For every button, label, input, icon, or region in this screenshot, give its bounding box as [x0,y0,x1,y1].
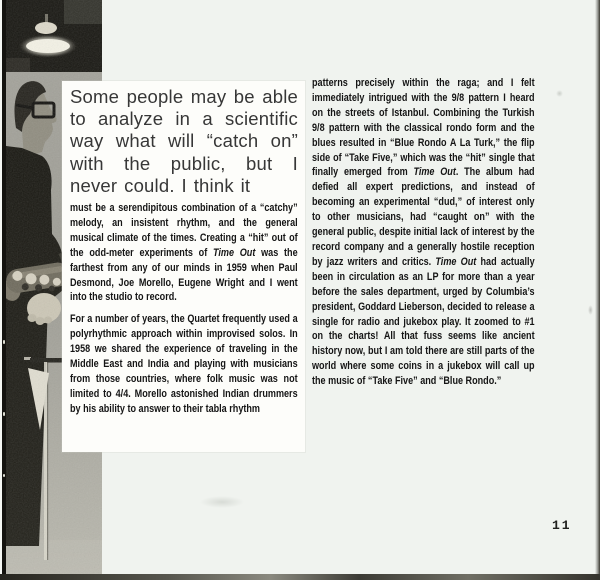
dust-speck [3,474,5,477]
pull-quote: Some people may be able to analyze in a scientific way what will “catch on” with the public, but I never could. I think it [70,86,298,196]
right-column-body [312,76,535,389]
quote-panel [62,81,305,452]
scan-edge-right [595,0,600,580]
body-paragraph: must be a serendipitous combination of a “catchy” melody, an insistent rhythm, and the general musical climate of the times. Creating a “hit” out of the odd-meter experiments of Time Out was the farthest from any of our minds in 1959 when Paul Desmond, Joe Morello, Eugene Wright and I went into the studio to record. [70,202,298,304]
dust-speck [3,340,5,344]
body-paragraph: patterns precisely within the raga; and I felt immediately intrigued with the 9/8 pattern I heard on the streets of Istanbul. Combining the Turkish 9/8 pattern with the classical rondo form and the blues resulted in “Blue Rondo A La Turk,” the flip side of “Take Five,” which was the “hit” single that finally emerged from Time Out. The album had defied all expert predictions, and instead of becoming an experimental “dud,” of interest only to other musicians, had “caught on” with the general public, despite initial lack of interest by the record company and a generally hostile reception by jazz writers and critics. Time Out had actually been in circulation as an LP for more than a year before the sales department, urged by Columbia’s president, Goddard Lieberson, decided to release a single for radio and jukebox play. It zoomed to #1 on the charts! All that fuss seems like ancient history now, but I am told there are still parts of the world where some coins in a jukebox will call up the music of “Take Five” and “Blue Rondo.” [312,77,535,388]
scan-smudge [556,90,563,97]
scan-smudge [200,496,244,508]
right-column [312,76,534,389]
body-paragraph: For a number of years, the Quartet frequently used a polyrhythmic approach within improvised solos. In 1958 we shared the experience of traveling in the Middle East and India and playing with musicians from those countries, where folk music was not limited to 4/4. Morello astonished Indian drummers by his ability to answer to their tabla rhythm [70,313,298,415]
page-number: 11 [552,518,572,533]
scan-smudge [588,305,593,315]
left-column-body [70,201,298,417]
page-fold-line [2,0,6,580]
dust-speck [3,412,5,416]
scan-edge-bottom [0,574,600,580]
